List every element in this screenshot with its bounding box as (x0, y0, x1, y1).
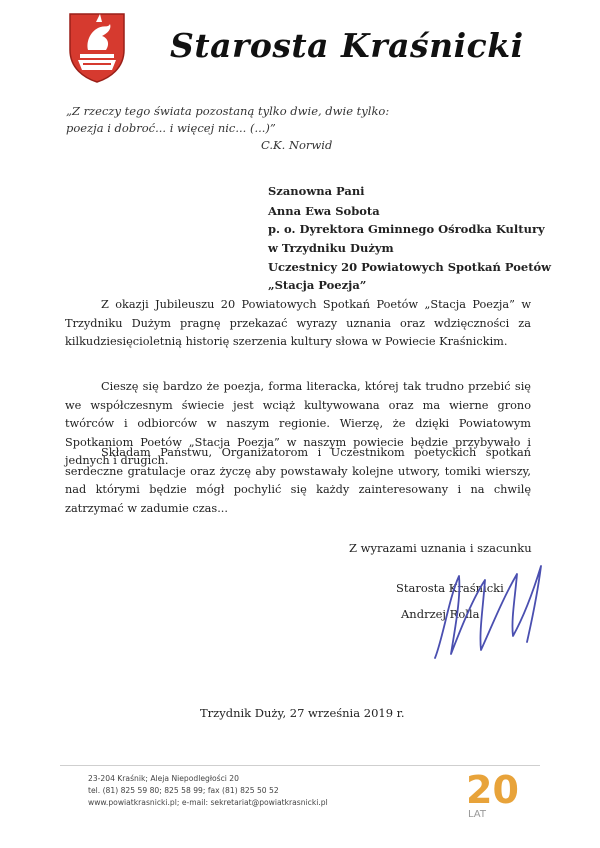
footer-phone: tel. (81) 825 59 80; 825 58 99; fax (81) 825 50 52 (88, 786, 279, 795)
addressee-line: w Trzydniku Dużym (268, 241, 394, 255)
quote-author: C.K. Norwid (261, 138, 333, 152)
badge-word: LAT (468, 809, 486, 820)
badge-number: 20 (466, 768, 519, 812)
quote-line: „Z rzeczy tego świata pozostaną tylko dwie, dwie tylko: (66, 104, 390, 118)
closing-regards: Z wyrazami uznania i szacunku (349, 541, 532, 555)
signer-name: Andrzej Rolla (401, 607, 480, 621)
coat-of-arms-icon (66, 10, 128, 84)
date-line: Trzydnik Duży, 27 września 2019 r. (200, 706, 405, 720)
body-paragraph: Składam Państwu, Organizatorom i Uczestnikom poetyckich spotkań serdeczne gratulacje oraz życzę aby powstawały kolejne utwory, tomiki wierszy, nad którymi będzie mógł pochylić się każdy zainteresowany i na chwilę zatrzymać w zadumie czas... (65, 446, 531, 515)
letterhead-title: Starosta Kraśnicki (170, 26, 524, 65)
addressee-line: Uczestnicy 20 Powiatowych Spotkań Poetów (268, 260, 552, 274)
quote-line: poezja i dobroć... i więcej nic... (...)” (66, 121, 276, 135)
signer-title: Starosta Kraśnicki (396, 581, 504, 595)
addressee-line: „Stacja Poezja” (268, 278, 367, 292)
anniversary-badge-icon (462, 763, 528, 823)
body-paragraph: Cieszę się bardzo że poezja, forma literacka, której tak trudno przebić się we współczesnym świecie jest wciąż kultywowana oraz ma wierne grono twórców i odbiorców w naszym regionie. Wierzę, że dzięki Powiatowym Spotkaniom Poetów „Stacja Poezja” w naszym powiecie będzie przybywało i jednych i drugich. (65, 380, 531, 468)
footer-address: 23-204 Kraśnik; Aleja Niepodległości 20 (88, 774, 239, 783)
addressee-line: Anna Ewa Sobota (268, 204, 380, 218)
addressee-line: p. o. Dyrektora Gminnego Ośrodka Kultury (268, 222, 545, 236)
body-paragraph: Z okazji Jubileuszu 20 Powiatowych Spotkań Poetów „Stacja Poezja” w Trzydniku Dużym pragnę przekazać wyrazy uznania oraz wdzięczności za kilkudziesięcioletnią historię szerzenia kultury słowa w Powiecie Kraśnickim. (65, 298, 531, 349)
footer-contact: www.powiatkrasnicki.pl; e-mail: sekretariat@powiatkrasnicki.pl (88, 798, 328, 807)
handwritten-signature (415, 558, 555, 666)
addressee-line: Szanowna Pani (268, 184, 365, 198)
